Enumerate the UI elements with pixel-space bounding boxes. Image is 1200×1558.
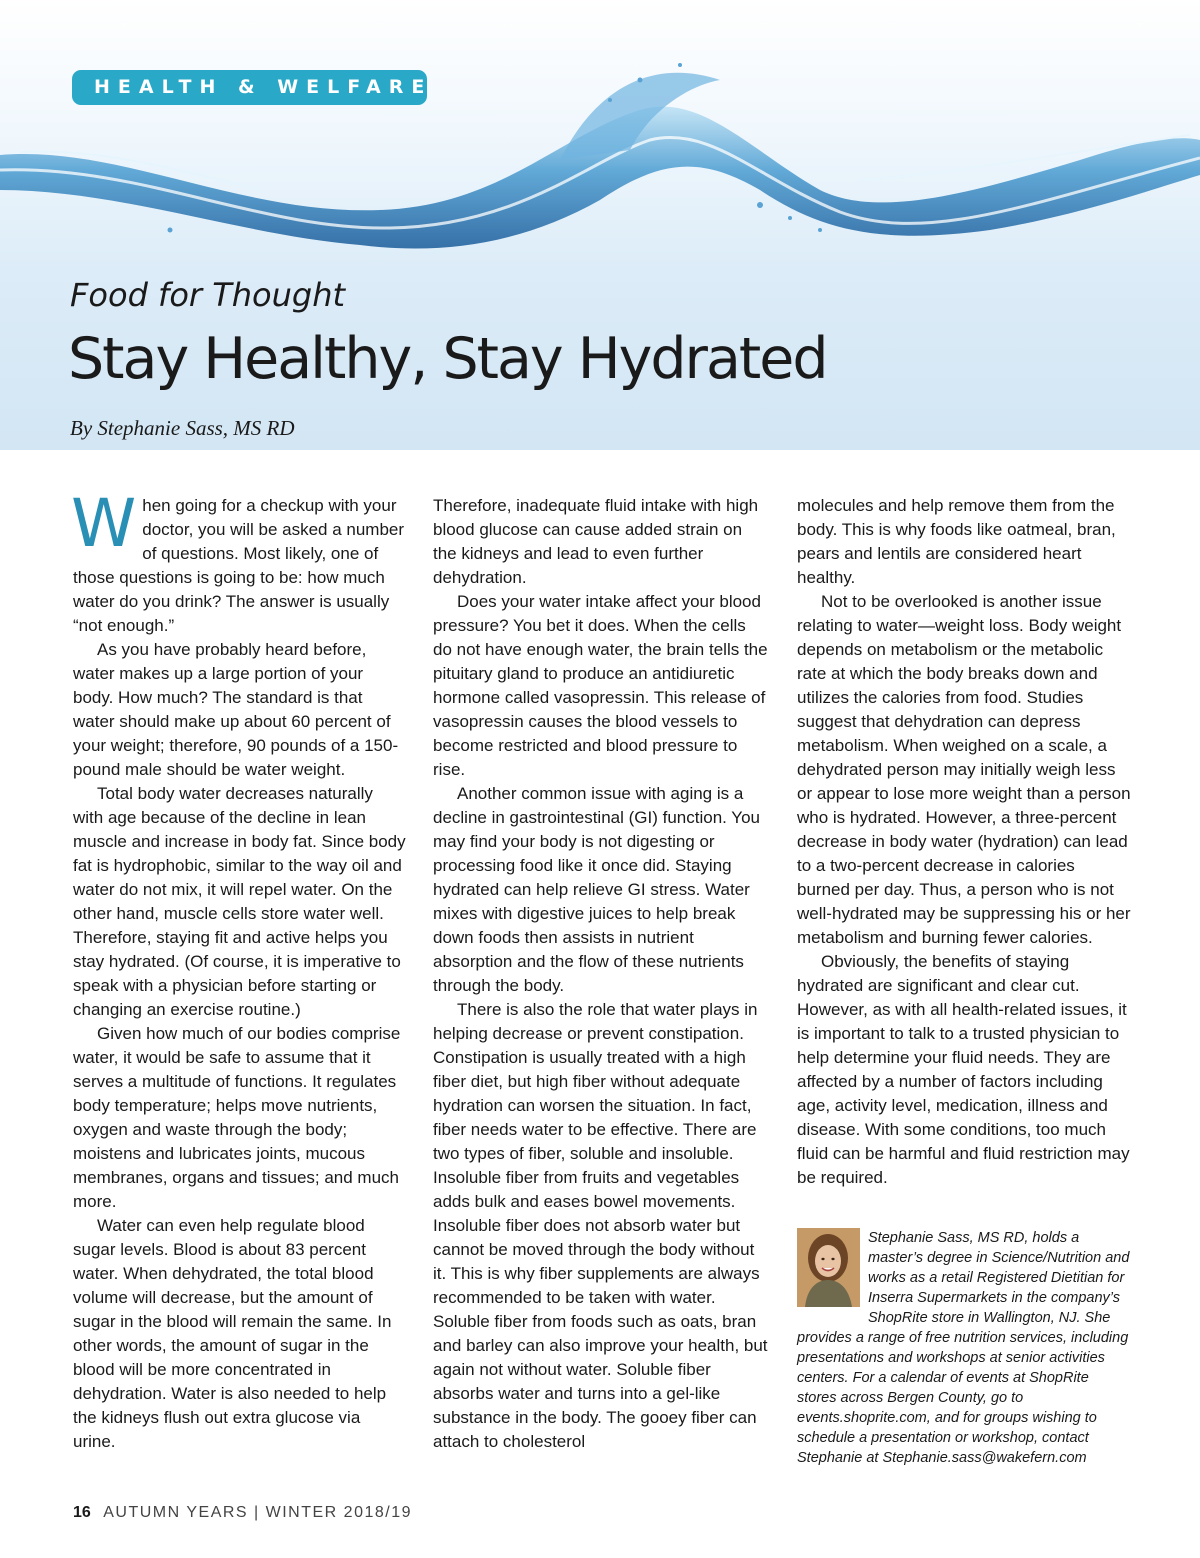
page-footer: [73, 1504, 412, 1522]
drop-cap: W: [71, 485, 137, 562]
article-paragraph: Therefore, inadequate fluid intake with high blood glucose can cause added strain on the kidneys and lead to even further dehydration.: [433, 496, 759, 587]
article-title: Stay Healthy, Stay Hydrated: [68, 326, 827, 392]
section-label: HEALTH & WELFARE: [72, 70, 427, 105]
article-kicker: Food for Thought: [70, 276, 346, 314]
author-bio-text: Stephanie Sass, MS RD, holds a master’s degree in Science/Nutrition and works as a retail Registered Dietitian for Inserra Supermarkets in the company’s ShopRite store in Wallington, NJ. She provides a range of free nutrition services, including presentations and workshops at senior activities centers. For a calendar of events at ShopRite stores across Bergen County, go to events.shoprite.com, and for groups wishing to schedule a presentation or workshop, contact Stephanie at Stephanie.sass@wakefern.com: [797, 1230, 1130, 1466]
article-paragraph: When going for a checkup with your doctor, you will be asked a number of questions. Most likely, one of those questions is going to be: how much water do you drink? The answer is usually “not enough.”: [71, 485, 405, 635]
article-paragraph: Another common issue with aging is a decline in gastrointestinal (GI) function. You may find your body is not digesting or processing food like it once did. Staying hydrated can help relieve GI stress. Water mixes with digestive juices to help break down foods then assists in nutrient absorption and the flow of these nutrients through the body.: [433, 784, 760, 995]
article-paragraph: Total body water decreases naturally with age because of the decline in lean muscle and increase in body fat. Since body fat is hydrophobic, similar to the way oil and water do not mix, it will repel water. On the other hand, muscle cells store water well. Therefore, staying fit and active helps you stay hydrated. (Of course, it is imperative to speak with a physician before starting or changing an exercise routine.): [73, 784, 406, 1019]
article-paragraph: Water can even help regulate blood sugar levels. Blood is about 83 percent water. When dehydrated, the total blood volume will decrease, but the amount of sugar in the blood will remain the same. In other words, the amount of sugar in the blood will be more concentrated in dehydration. Water is also needed to help the kidneys flush out extra glucose via urine.: [73, 1216, 392, 1451]
article-paragraph: Given how much of our bodies comprise water, it would be safe to assume that it serves a multitude of functions. It regulates body temperature; helps move nutrients, oxygen and waste through the body; moistens and lubricates joints, mucous membranes, organs and tissues; and much more.: [73, 1024, 401, 1211]
article-paragraph: Does your water intake affect your blood pressure? You bet it does. When the cells do not have enough water, the brain tells the pituitary gland to produce an antidiuretic hormone called vasopressin. This release of vasopressin causes the blood vessels to become restricted and blood pressure to rise.: [433, 592, 768, 779]
article-paragraph: Obviously, the benefits of staying hydrated are significant and clear cut. However, as with all health-related issues, it is important to talk to a trusted physician to help determine your fluid needs. They are affected by a number of factors including age, activity level, medication, illness and disease. With some conditions, too much fluid can be harmful and fluid restriction may be required.: [797, 952, 1130, 1187]
article-paragraph: Not to be overlooked is another issue relating to water—weight loss. Body weight depends on metabolism or the metabolic rate at which the body breaks down and utilizes the calories from food. Studies suggest that dehydration can depress metabolism. When weighed on a scale, a dehydrated person may initially weigh less or appear to lose more weight than a person who is hydrated. However, a three-percent decrease in body water (hydration) can lead to a two-percent decrease in calories burned per day. Thus, a person who is not well-hydrated may be suppressing his or her metabolism and burning fewer calories.: [797, 592, 1131, 947]
publication-issue: AUTUMN YEARS | WINTER 2018/19: [103, 1504, 413, 1521]
article-column-3: [797, 494, 1132, 1190]
article-column-2: [433, 494, 768, 1454]
article-paragraph: molecules and help remove them from the body. This is why foods like oatmeal, bran, pears and lentils are considered heart healthy.: [797, 496, 1116, 587]
author-bio: [797, 1228, 1132, 1468]
author-photo: [797, 1228, 860, 1307]
article-column-1: [71, 485, 406, 1454]
page-number: 16: [73, 1504, 91, 1521]
article-byline: By Stephanie Sass, MS RD: [70, 416, 295, 440]
article-paragraph: There is also the role that water plays in helping decrease or prevent constipation. Constipation is usually treated with a high fiber diet, but high fiber without adequate hydration can worsen the situation. In fact, fiber needs water to be effective. There are two types of fiber, soluble and insoluble. Insoluble fiber from fruits and vegetables adds bulk and eases bowel movements. Insoluble fiber does not absorb water but cannot be moved through the body without it. This is why fiber supplements are always recommended to be taken with water. Soluble fiber from foods such as oats, bran and barley can also improve your health, but again not without water. Soluble fiber absorbs water and turns into a gel-like substance in the body. The gooey fiber can attach to cholesterol: [433, 1000, 768, 1451]
article-paragraph: As you have probably heard before, water makes up a large portion of your body. How much? The standard is that water should make up about 60 percent of your weight; therefore, 90 pounds of a 150-pound male should be water weight.: [73, 640, 399, 779]
